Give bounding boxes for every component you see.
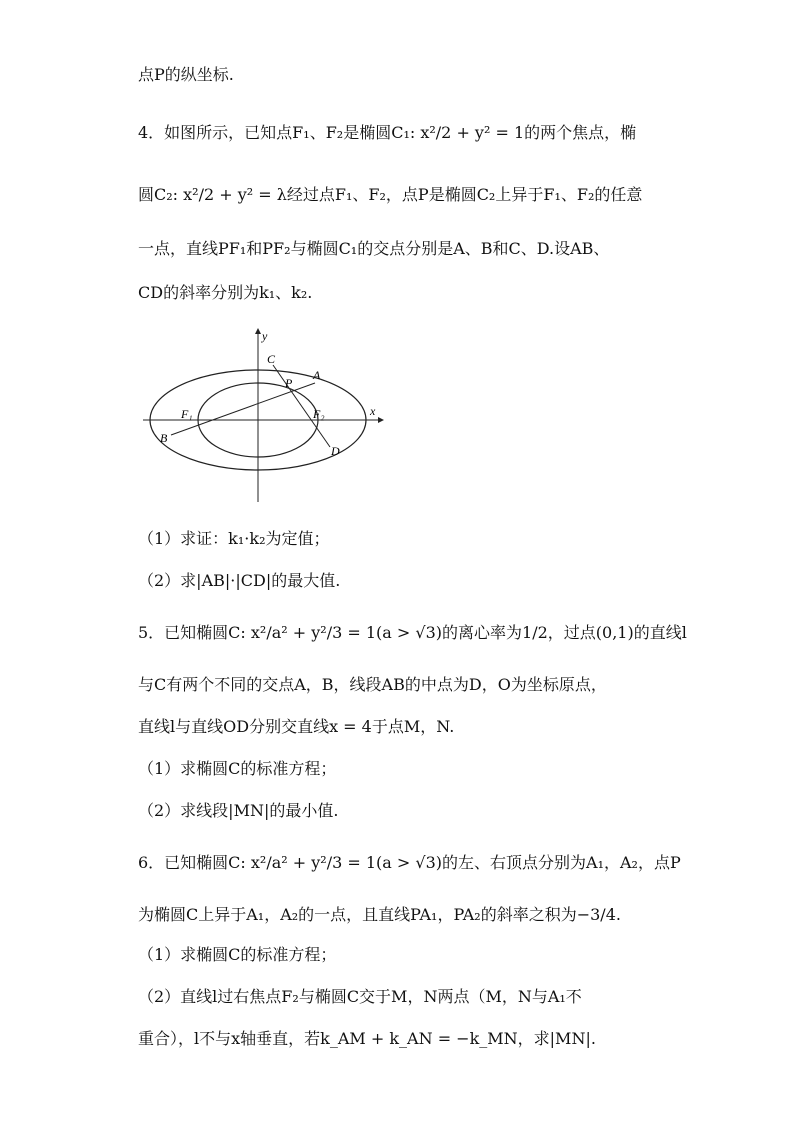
ellipse-figure <box>138 322 388 507</box>
label-c: C <box>267 352 276 366</box>
label-y: y <box>262 329 268 343</box>
label-p: P <box>285 376 293 390</box>
problem-4-line-4: CD的斜率分别为k₁、k₂. <box>138 283 313 302</box>
chord-ab <box>171 383 315 435</box>
problem-5-line-2: 与C有两个不同的交点A，B，线段AB的中点为D，O为坐标原点， <box>138 675 607 694</box>
text-line-0: 点P的纵坐标. <box>138 65 234 84</box>
problem-4-part-2: （2）求|AB|·|CD|的最大值. <box>138 571 341 590</box>
label-f2: F₂ <box>313 407 325 421</box>
chord-cd <box>273 365 330 447</box>
problem-4-line-1: 4．如图所示，已知点F₁、F₂是椭圆C₁: x²/2 + y² = 1的两个焦点，椭 <box>138 123 637 142</box>
label-x: x <box>370 404 376 418</box>
x-axis-arrow <box>378 417 384 423</box>
problem-5-part-2: （2）求线段|MN|的最小值. <box>138 801 339 820</box>
label-b: B <box>160 431 168 445</box>
problem-4-line-2: 圆C₂: x²/2 + y² = λ经过点F₁、F₂，点P是椭圆C₂上异于F₁、F₂的任意 <box>138 185 643 204</box>
problem-6-part-1: （1）求椭圆C的标准方程； <box>138 945 337 964</box>
problem-5-part-1: （1）求椭圆C的标准方程； <box>138 759 337 778</box>
problem-6-part-2-line-1: （2）直线l过右焦点F₂与椭圆C交于M，N两点（M，N与A₁不 <box>138 987 582 1006</box>
problem-4-line-3: 一点，直线PF₁和PF₂与椭圆C₁的交点分别是A、B和C、D.设AB、 <box>138 239 610 258</box>
problem-6-line-2: 为椭圆C上异于A₁，A₂的一点，且直线PA₁，PA₂的斜率之积为−3/4. <box>138 905 621 924</box>
problem-5-line-3: 直线l与直线OD分别交直线x = 4于点M，N. <box>138 717 455 736</box>
problem-6-part-2-line-2: 重合），l不与x轴垂直，若k_AM + k_AN = −k_MN，求|MN|. <box>138 1029 596 1048</box>
label-f1: F₁ <box>181 407 193 421</box>
y-axis-arrow <box>255 328 261 334</box>
problem-4-part-1: （1）求证：k₁·k₂为定值； <box>138 529 330 548</box>
label-a: A <box>313 368 321 382</box>
problem-5-line-1: 5．已知椭圆C: x²/a² + y²/3 = 1(a > √3)的离心率为1/2，过点(0,1)的直线l <box>138 623 687 642</box>
problem-6-line-1: 6．已知椭圆C: x²/a² + y²/3 = 1(a > √3)的左、右顶点分别为A₁，A₂，点P <box>138 853 681 872</box>
label-d: D <box>331 444 340 458</box>
